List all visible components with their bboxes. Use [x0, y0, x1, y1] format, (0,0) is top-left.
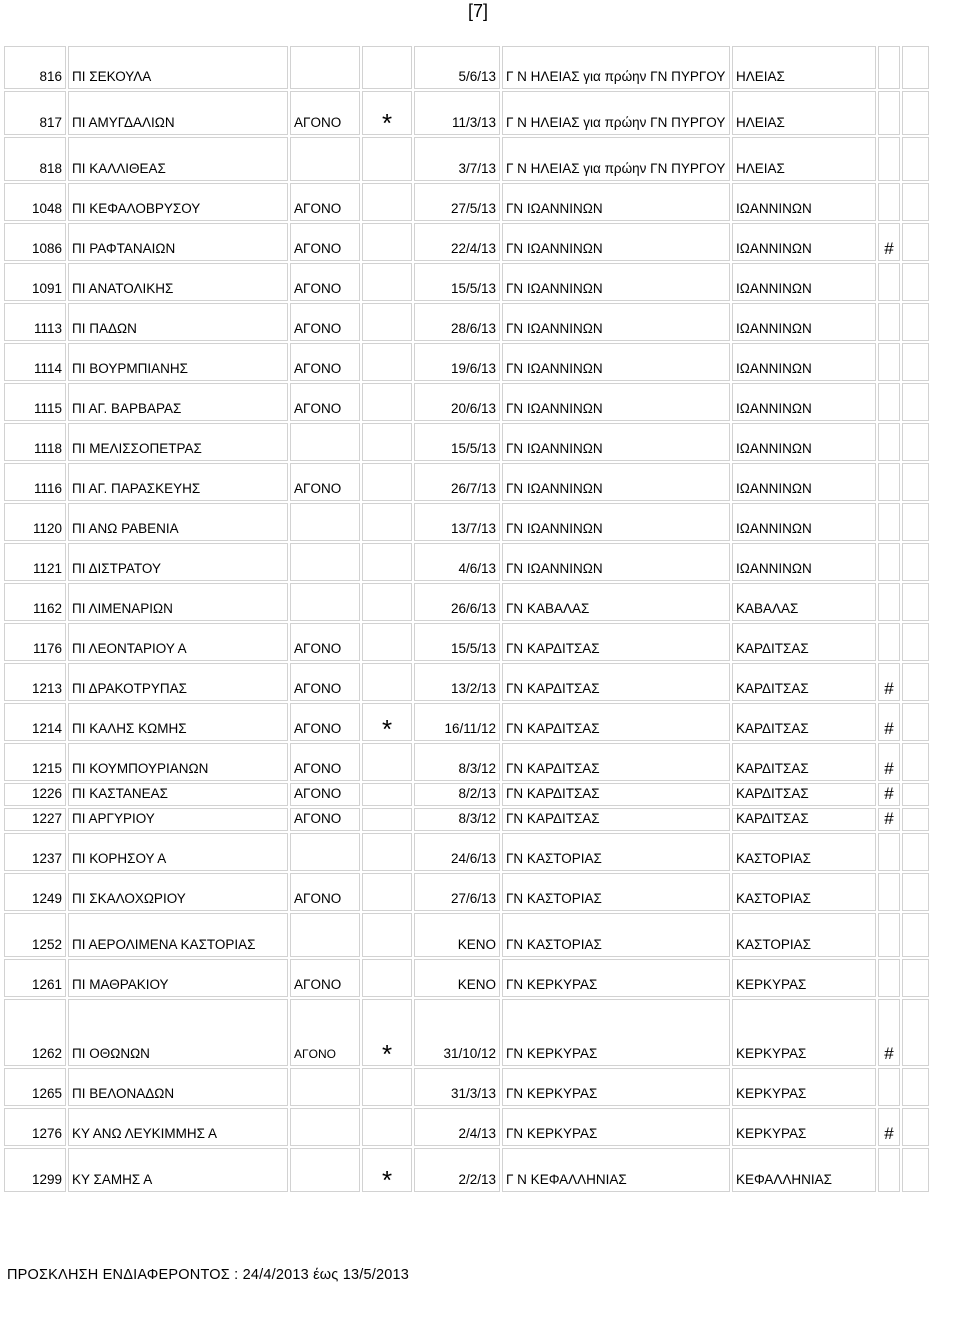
table-row — [4, 223, 929, 261]
row-status: ΑΓΟΝΟ — [290, 703, 360, 741]
row-empty-cell — [902, 183, 929, 221]
row-mark — [878, 137, 900, 181]
row-mark — [878, 46, 900, 89]
row-region: ΙΩΑΝΝΙΝΩΝ — [732, 463, 876, 501]
row-code: 1214 — [4, 703, 66, 741]
row-code: 1262 — [4, 999, 66, 1066]
row-code: 1299 — [4, 1148, 66, 1192]
row-region: ΚΑΒΑΛΑΣ — [732, 583, 876, 621]
row-region: ΚΑΣΤΟΡΙΑΣ — [732, 873, 876, 911]
row-name: ΠΙ ΔΙΣΤΡΑΤΟΥ — [68, 543, 288, 581]
row-code: 1213 — [4, 663, 66, 701]
row-hospital: ΓΝ ΙΩΑΝΝΙΝΩΝ — [502, 383, 730, 421]
row-star — [362, 543, 412, 581]
page-number: [7] — [468, 1, 489, 21]
row-hospital: Γ Ν ΗΛΕΙΑΣ για πρώην ΓΝ ΠΥΡΓΟΥ — [502, 91, 730, 135]
row-mark — [878, 303, 900, 341]
row-status — [290, 503, 360, 541]
row-status — [290, 583, 360, 621]
row-empty-cell — [902, 808, 929, 831]
row-mark — [878, 543, 900, 581]
row-name: ΠΙ ΜΕΛΙΣΣΟΠΕΤΡΑΣ — [68, 423, 288, 461]
row-hospital: ΓΝ ΙΩΑΝΝΙΝΩΝ — [502, 463, 730, 501]
row-empty-cell — [902, 783, 929, 806]
row-hospital: ΓΝ ΙΩΑΝΝΙΝΩΝ — [502, 303, 730, 341]
table-row — [4, 873, 929, 911]
row-empty-cell — [902, 1148, 929, 1192]
row-code: 1048 — [4, 183, 66, 221]
row-hospital: ΓΝ ΙΩΑΝΝΙΝΩΝ — [502, 183, 730, 221]
row-star — [362, 959, 412, 997]
row-empty-cell — [902, 303, 929, 341]
row-region: ΚΕΡΚΥΡΑΣ — [732, 999, 876, 1066]
table-row — [4, 583, 929, 621]
row-name: ΠΙ ΒΟΥΡΜΠΙΑΝΗΣ — [68, 343, 288, 381]
row-hospital: Γ Ν ΗΛΕΙΑΣ για πρώην ΓΝ ΠΥΡΓΟΥ — [502, 137, 730, 181]
row-hospital: ΓΝ ΚΕΡΚΥΡΑΣ — [502, 959, 730, 997]
row-name: ΠΙ ΚΑΛΗΣ ΚΩΜΗΣ — [68, 703, 288, 741]
row-name: ΠΙ ΒΕΛΟΝΑΔΩΝ — [68, 1068, 288, 1106]
table-row — [4, 303, 929, 341]
row-empty-cell — [902, 873, 929, 911]
row-date: 2/2/13 — [414, 1148, 500, 1192]
row-mark — [878, 959, 900, 997]
row-date: ΚΕΝΟ — [414, 959, 500, 997]
row-mark — [878, 263, 900, 301]
row-date: 27/6/13 — [414, 873, 500, 911]
row-empty-cell — [902, 223, 929, 261]
row-status: ΑΓΟΝΟ — [290, 623, 360, 661]
row-region: ΚΑΡΔΙΤΣΑΣ — [732, 743, 876, 781]
row-mark — [878, 1148, 900, 1192]
table-row — [4, 503, 929, 541]
row-status: ΑΓΟΝΟ — [290, 959, 360, 997]
row-mark: # — [878, 808, 900, 831]
row-status: ΑΓΟΝΟ — [290, 91, 360, 135]
row-star — [362, 303, 412, 341]
row-region: ΚΕΦΑΛΛΗΝΙΑΣ — [732, 1148, 876, 1192]
row-hospital: ΓΝ ΙΩΑΝΝΙΝΩΝ — [502, 263, 730, 301]
row-status — [290, 833, 360, 871]
row-mark: # — [878, 663, 900, 701]
vacancy-table — [2, 44, 931, 1194]
row-name: ΠΙ ΚΟΡΗΣΟΥ Α — [68, 833, 288, 871]
table-row — [4, 137, 929, 181]
row-status: ΑΓΟΝΟ — [290, 873, 360, 911]
row-status — [290, 423, 360, 461]
row-star — [362, 183, 412, 221]
row-mark — [878, 91, 900, 135]
row-mark: # — [878, 223, 900, 261]
row-region: ΚΑΡΔΙΤΣΑΣ — [732, 703, 876, 741]
row-name: ΚΥ ΣΑΜΗΣ Α — [68, 1148, 288, 1192]
row-empty-cell — [902, 463, 929, 501]
row-mark — [878, 183, 900, 221]
row-date: 15/5/13 — [414, 623, 500, 661]
row-name: ΠΙ ΛΙΜΕΝΑΡΙΩΝ — [68, 583, 288, 621]
row-mark — [878, 623, 900, 661]
row-status: ΑΓΟΝΟ — [290, 303, 360, 341]
table-row — [4, 623, 929, 661]
row-region: ΗΛΕΙΑΣ — [732, 137, 876, 181]
table-row — [4, 663, 929, 701]
row-region: ΚΕΡΚΥΡΑΣ — [732, 959, 876, 997]
row-date: 15/5/13 — [414, 423, 500, 461]
row-code: 1121 — [4, 543, 66, 581]
row-region: ΙΩΑΝΝΙΝΩΝ — [732, 183, 876, 221]
row-code: 1215 — [4, 743, 66, 781]
row-empty-cell — [902, 503, 929, 541]
row-hospital: ΓΝ ΚΑΡΔΙΤΣΑΣ — [502, 808, 730, 831]
row-name: ΠΙ ΚΟΥΜΠΟΥΡΙΑΝΩΝ — [68, 743, 288, 781]
row-mark — [878, 873, 900, 911]
row-region: ΚΕΡΚΥΡΑΣ — [732, 1068, 876, 1106]
row-star — [362, 808, 412, 831]
row-date: 31/10/12 — [414, 999, 500, 1066]
row-star — [362, 583, 412, 621]
row-star — [362, 743, 412, 781]
row-code: 1226 — [4, 783, 66, 806]
row-name: ΠΙ ΑΓ. ΠΑΡΑΣΚΕΥΗΣ — [68, 463, 288, 501]
row-name: ΠΙ ΑΓ. ΒΑΡΒΑΡΑΣ — [68, 383, 288, 421]
row-name: ΠΙ ΡΑΦΤΑΝΑΙΩΝ — [68, 223, 288, 261]
table-body — [4, 46, 929, 1192]
row-name: ΠΙ ΣΕΚΟΥΛΑ — [68, 46, 288, 89]
row-name: ΠΙ ΚΕΦΑΛΟΒΡΥΣΟΥ — [68, 183, 288, 221]
row-code: 817 — [4, 91, 66, 135]
row-date: 15/5/13 — [414, 263, 500, 301]
row-mark: # — [878, 783, 900, 806]
row-empty-cell — [902, 1068, 929, 1106]
row-star — [362, 223, 412, 261]
row-code: 1249 — [4, 873, 66, 911]
row-code: 1237 — [4, 833, 66, 871]
row-date: 16/11/12 — [414, 703, 500, 741]
row-star — [362, 263, 412, 301]
table-row — [4, 1108, 929, 1146]
row-mark: # — [878, 999, 900, 1066]
row-code: 1115 — [4, 383, 66, 421]
table-row — [4, 423, 929, 461]
row-name: ΠΙ ΑΕΡΟΛΙΜΕΝΑ ΚΑΣΤΟΡΙΑΣ — [68, 913, 288, 957]
row-hospital: ΓΝ ΚΑΡΔΙΤΣΑΣ — [502, 703, 730, 741]
row-date: 26/6/13 — [414, 583, 500, 621]
row-code: 1118 — [4, 423, 66, 461]
table-row — [4, 1068, 929, 1106]
row-date: 31/3/13 — [414, 1068, 500, 1106]
row-region: ΚΑΡΔΙΤΣΑΣ — [732, 783, 876, 806]
table-row — [4, 183, 929, 221]
table-row — [4, 783, 929, 806]
row-date: 28/6/13 — [414, 303, 500, 341]
row-star — [362, 383, 412, 421]
row-hospital: ΓΝ ΙΩΑΝΝΙΝΩΝ — [502, 343, 730, 381]
row-hospital: ΓΝ ΙΩΑΝΝΙΝΩΝ — [502, 223, 730, 261]
row-hospital: ΓΝ ΚΑΡΔΙΤΣΑΣ — [502, 623, 730, 661]
row-date: 2/4/13 — [414, 1108, 500, 1146]
row-mark — [878, 1068, 900, 1106]
row-star — [362, 623, 412, 661]
row-empty-cell — [902, 46, 929, 89]
row-code: 816 — [4, 46, 66, 89]
row-empty-cell — [902, 623, 929, 661]
row-mark: # — [878, 1108, 900, 1146]
row-status — [290, 1108, 360, 1146]
row-hospital: ΓΝ ΚΑΣΤΟΡΙΑΣ — [502, 873, 730, 911]
row-code: 1176 — [4, 623, 66, 661]
row-star — [362, 137, 412, 181]
row-empty-cell — [902, 423, 929, 461]
row-star: * — [362, 999, 412, 1066]
row-star: * — [362, 1148, 412, 1192]
row-empty-cell — [902, 383, 929, 421]
table-row — [4, 913, 929, 957]
row-empty-cell — [902, 1108, 929, 1146]
row-name: ΠΙ ΟΘΩΝΩΝ — [68, 999, 288, 1066]
row-mark — [878, 343, 900, 381]
row-empty-cell — [902, 959, 929, 997]
row-region: ΗΛΕΙΑΣ — [732, 46, 876, 89]
row-code: 1086 — [4, 223, 66, 261]
row-empty-cell — [902, 137, 929, 181]
table-row — [4, 703, 929, 741]
row-status — [290, 543, 360, 581]
row-empty-cell — [902, 999, 929, 1066]
row-region: ΚΑΣΤΟΡΙΑΣ — [732, 913, 876, 957]
row-hospital: ΓΝ ΚΕΡΚΥΡΑΣ — [502, 1108, 730, 1146]
row-region: ΚΕΡΚΥΡΑΣ — [732, 1108, 876, 1146]
row-region: ΙΩΑΝΝΙΝΩΝ — [732, 543, 876, 581]
row-name: ΠΙ ΑΝΩ ΡΑΒΕΝΙΑ — [68, 503, 288, 541]
row-date: 24/6/13 — [414, 833, 500, 871]
row-region: ΚΑΡΔΙΤΣΑΣ — [732, 663, 876, 701]
row-code: 1116 — [4, 463, 66, 501]
table-row — [4, 1148, 929, 1192]
row-status: ΑΓΟΝΟ — [290, 223, 360, 261]
row-code: 1120 — [4, 503, 66, 541]
row-code: 1265 — [4, 1068, 66, 1106]
table-row — [4, 383, 929, 421]
row-status: ΑΓΟΝΟ — [290, 383, 360, 421]
row-star — [362, 46, 412, 89]
row-star — [362, 1068, 412, 1106]
row-star — [362, 833, 412, 871]
row-star — [362, 873, 412, 911]
row-status — [290, 1148, 360, 1192]
table-row — [4, 263, 929, 301]
row-hospital: ΓΝ ΚΑΣΤΟΡΙΑΣ — [502, 833, 730, 871]
row-hospital: Γ Ν ΗΛΕΙΑΣ για πρώην ΓΝ ΠΥΡΓΟΥ — [502, 46, 730, 89]
row-star — [362, 463, 412, 501]
row-mark — [878, 463, 900, 501]
row-date: 22/4/13 — [414, 223, 500, 261]
row-status: ΑΓΟΝΟ — [290, 783, 360, 806]
row-code: 1227 — [4, 808, 66, 831]
row-status: ΑΓΟΝΟ — [290, 183, 360, 221]
row-date: 20/6/13 — [414, 383, 500, 421]
row-code: 1261 — [4, 959, 66, 997]
row-empty-cell — [902, 663, 929, 701]
row-region: ΙΩΑΝΝΙΝΩΝ — [732, 383, 876, 421]
row-code: 1091 — [4, 263, 66, 301]
row-region: ΙΩΑΝΝΙΝΩΝ — [732, 263, 876, 301]
row-date: 8/3/12 — [414, 808, 500, 831]
row-mark — [878, 913, 900, 957]
row-empty-cell — [902, 263, 929, 301]
table-row — [4, 463, 929, 501]
row-code: 818 — [4, 137, 66, 181]
row-region: ΗΛΕΙΑΣ — [732, 91, 876, 135]
row-name: ΠΙ ΛΕΟΝΤΑΡΙΟΥ Α — [68, 623, 288, 661]
row-region: ΙΩΑΝΝΙΝΩΝ — [732, 303, 876, 341]
row-name: ΠΙ ΑΝΑΤΟΛΙΚΗΣ — [68, 263, 288, 301]
table-row — [4, 543, 929, 581]
row-star — [362, 913, 412, 957]
row-mark — [878, 833, 900, 871]
row-star: * — [362, 91, 412, 135]
row-hospital: ΓΝ ΙΩΑΝΝΙΝΩΝ — [502, 423, 730, 461]
table-row — [4, 46, 929, 89]
row-date: 19/6/13 — [414, 343, 500, 381]
row-status: ΑΓΟΝΟ — [290, 663, 360, 701]
row-hospital: ΓΝ ΚΑΒΑΛΑΣ — [502, 583, 730, 621]
row-hospital: ΓΝ ΙΩΑΝΝΙΝΩΝ — [502, 503, 730, 541]
table-row — [4, 999, 929, 1066]
row-status: ΑΓΟΝΟ — [290, 808, 360, 831]
row-region: ΚΑΡΔΙΤΣΑΣ — [732, 623, 876, 661]
row-hospital: ΓΝ ΚΕΡΚΥΡΑΣ — [502, 1068, 730, 1106]
row-hospital: ΓΝ ΚΕΡΚΥΡΑΣ — [502, 999, 730, 1066]
row-status — [290, 913, 360, 957]
row-empty-cell — [902, 833, 929, 871]
row-date: 3/7/13 — [414, 137, 500, 181]
row-empty-cell — [902, 343, 929, 381]
row-date: 13/7/13 — [414, 503, 500, 541]
row-empty-cell — [902, 703, 929, 741]
row-code: 1252 — [4, 913, 66, 957]
row-empty-cell — [902, 543, 929, 581]
row-mark: # — [878, 743, 900, 781]
row-region: ΙΩΑΝΝΙΝΩΝ — [732, 423, 876, 461]
row-mark: # — [878, 703, 900, 741]
row-star — [362, 423, 412, 461]
row-name: ΠΙ ΠΑΔΩΝ — [68, 303, 288, 341]
row-status: ΑΓΟΝΟ — [290, 343, 360, 381]
row-hospital: ΓΝ ΚΑΡΔΙΤΣΑΣ — [502, 663, 730, 701]
row-hospital: ΓΝ ΚΑΡΔΙΤΣΑΣ — [502, 743, 730, 781]
table-row — [4, 808, 929, 831]
table-row — [4, 833, 929, 871]
row-name: ΠΙ ΔΡΑΚΟΤΡΥΠΑΣ — [68, 663, 288, 701]
row-name: ΠΙ ΑΜΥΓΔΑΛΙΩΝ — [68, 91, 288, 135]
row-name: ΠΙ ΚΑΣΤΑΝΕΑΣ — [68, 783, 288, 806]
row-region: ΚΑΣΤΟΡΙΑΣ — [732, 833, 876, 871]
row-name: ΚΥ ΑΝΩ ΛΕΥΚΙΜΜΗΣ Α — [68, 1108, 288, 1146]
row-date: 8/3/12 — [414, 743, 500, 781]
row-star — [362, 343, 412, 381]
row-status: ΑΓΟΝΟ — [290, 999, 360, 1066]
row-mark — [878, 503, 900, 541]
row-date: 26/7/13 — [414, 463, 500, 501]
row-date: 27/5/13 — [414, 183, 500, 221]
row-date: 13/2/13 — [414, 663, 500, 701]
row-status: ΑΓΟΝΟ — [290, 263, 360, 301]
row-date: 8/2/13 — [414, 783, 500, 806]
row-star: * — [362, 703, 412, 741]
row-name: ΠΙ ΑΡΓΥΡΙΟΥ — [68, 808, 288, 831]
row-status: ΑΓΟΝΟ — [290, 743, 360, 781]
row-date: 5/6/13 — [414, 46, 500, 89]
row-empty-cell — [902, 583, 929, 621]
row-mark — [878, 583, 900, 621]
row-hospital: ΓΝ ΚΑΡΔΙΤΣΑΣ — [502, 783, 730, 806]
footer-note: ΠΡΟΣΚΛΗΣΗ ΕΝΔΙΑΦΕΡΟΝΤΟΣ : 24/4/2013 έως 13/5/2013 — [7, 1267, 410, 1283]
row-date: 4/6/13 — [414, 543, 500, 581]
row-name: ΠΙ ΜΑΘΡΑΚΙΟΥ — [68, 959, 288, 997]
row-star — [362, 663, 412, 701]
row-code: 1162 — [4, 583, 66, 621]
row-region: ΙΩΑΝΝΙΝΩΝ — [732, 503, 876, 541]
row-region: ΚΑΡΔΙΤΣΑΣ — [732, 808, 876, 831]
row-code: 1113 — [4, 303, 66, 341]
row-empty-cell — [902, 91, 929, 135]
row-hospital: ΓΝ ΚΑΣΤΟΡΙΑΣ — [502, 913, 730, 957]
row-mark — [878, 423, 900, 461]
row-empty-cell — [902, 743, 929, 781]
row-status — [290, 1068, 360, 1106]
row-star — [362, 783, 412, 806]
row-region: ΙΩΑΝΝΙΝΩΝ — [732, 343, 876, 381]
row-hospital: ΓΝ ΙΩΑΝΝΙΝΩΝ — [502, 543, 730, 581]
row-empty-cell — [902, 913, 929, 957]
row-name: ΠΙ ΚΑΛΛΙΘΕΑΣ — [68, 137, 288, 181]
row-name: ΠΙ ΣΚΑΛΟΧΩΡΙΟΥ — [68, 873, 288, 911]
table-row — [4, 91, 929, 135]
row-code: 1276 — [4, 1108, 66, 1146]
row-status — [290, 46, 360, 89]
row-region: ΙΩΑΝΝΙΝΩΝ — [732, 223, 876, 261]
row-code: 1114 — [4, 343, 66, 381]
row-status: ΑΓΟΝΟ — [290, 463, 360, 501]
table-row — [4, 343, 929, 381]
row-mark — [878, 383, 900, 421]
row-hospital: Γ Ν ΚΕΦΑΛΛΗΝΙΑΣ — [502, 1148, 730, 1192]
table-row — [4, 743, 929, 781]
row-star — [362, 503, 412, 541]
row-date: ΚΕΝΟ — [414, 913, 500, 957]
row-star — [362, 1108, 412, 1146]
row-status — [290, 137, 360, 181]
row-date: 11/3/13 — [414, 91, 500, 135]
table-row — [4, 959, 929, 997]
